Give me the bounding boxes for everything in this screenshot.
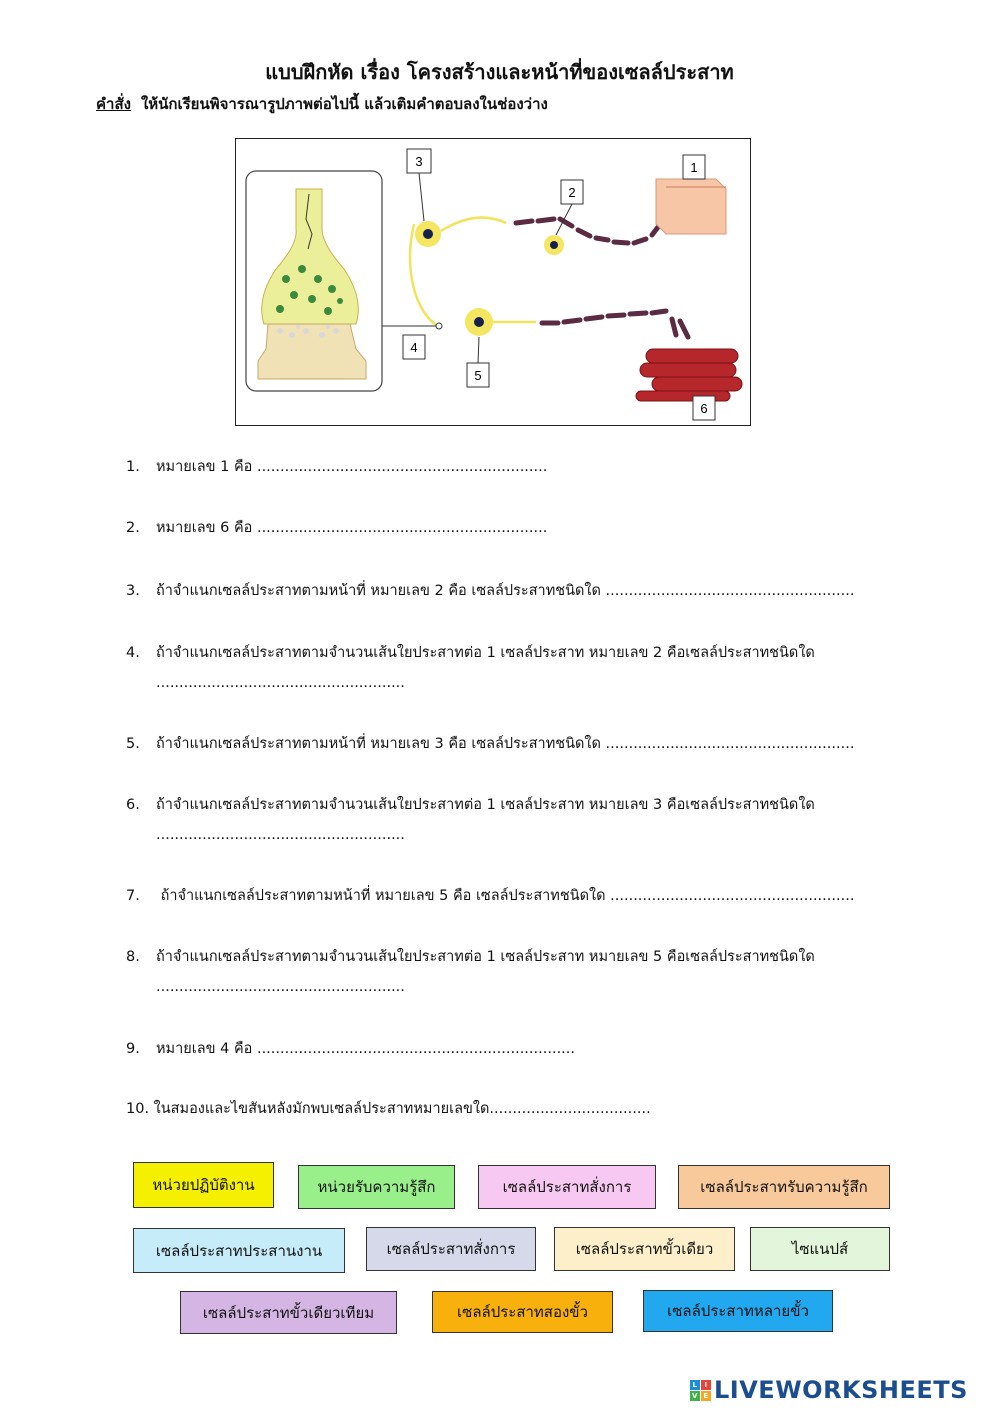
neuron-diagram xyxy=(235,138,751,426)
question-number: 8. xyxy=(126,949,140,965)
choice-chip[interactable]: ไซแนปส์ xyxy=(750,1227,890,1271)
figure-label-6: 6 xyxy=(700,401,708,416)
figure-label-4: 4 xyxy=(410,340,418,355)
question-number: 5. xyxy=(126,736,140,752)
logo-mark-letter: E xyxy=(701,1391,711,1401)
answer-blank-4[interactable]: ...................................................... xyxy=(156,675,405,691)
choice-chip[interactable]: เซลล์ประสาทรับความรู้สึก xyxy=(678,1165,890,1209)
question-text[interactable]: ถ้าจำแนกเซลล์ประสาทตามหน้าที่ หมายเลข 3 คือ เซลล์ประสาทชนิดใด ...................................................... xyxy=(156,736,855,752)
question-text: ถ้าจำแนกเซลล์ประสาทตามจำนวนเส้นใยประสาทต่อ 1 เซลล์ประสาท หมายเลข 2 คือเซลล์ประสาทชนิดใด xyxy=(156,645,815,661)
question-text[interactable]: หมายเลข 6 คือ ............................................................... xyxy=(156,520,548,536)
question-text[interactable]: หมายเลข 4 คือ ..................................................................... xyxy=(156,1041,575,1057)
question-text[interactable]: หมายเลข 1 คือ ............................................................... xyxy=(156,459,548,475)
choice-chip[interactable]: หน่วยรับความรู้สึก xyxy=(298,1165,455,1209)
choice-chip[interactable]: เซลล์ประสาทขั้วเดียวเทียม xyxy=(180,1291,397,1334)
question-8 xyxy=(126,946,815,968)
neuron-illustration xyxy=(236,139,750,425)
question-number: 7. xyxy=(126,888,140,904)
question-number: 4. xyxy=(126,645,140,661)
question-4 xyxy=(126,642,815,664)
question-text[interactable]: ในสมองและไขสันหลังมักพบเซลล์ประสาทหมายเลขใด................................... xyxy=(153,1101,651,1117)
logo-mark-letter: I xyxy=(701,1380,711,1390)
question-text: ถ้าจำแนกเซลล์ประสาทตามจำนวนเส้นใยประสาทต่อ 1 เซลล์ประสาท หมายเลข 3 คือเซลล์ประสาทชนิดใด xyxy=(156,797,815,813)
choice-chip[interactable]: เซลล์ประสาทประสานงาน xyxy=(133,1228,345,1273)
figure-label-5: 5 xyxy=(474,368,482,383)
choice-chip[interactable]: เซลล์ประสาทขั้วเดียว xyxy=(554,1227,735,1271)
question-5 xyxy=(126,733,854,755)
logo-mark-letter: V xyxy=(690,1391,700,1401)
question-number: 1. xyxy=(126,459,140,475)
logo-text: LIVEWORKSHEETS xyxy=(714,1376,968,1404)
question-2 xyxy=(126,517,547,539)
choice-chip[interactable]: เซลล์ประสาทสองขั้ว xyxy=(432,1291,613,1333)
question-3 xyxy=(126,580,854,602)
question-number: 6. xyxy=(126,797,140,813)
question-text: ถ้าจำแนกเซลล์ประสาทตามจำนวนเส้นใยประสาทต่อ 1 เซลล์ประสาท หมายเลข 5 คือเซลล์ประสาทชนิดใด xyxy=(156,949,815,965)
question-number: 3. xyxy=(126,583,140,599)
question-text[interactable]: ถ้าจำแนกเซลล์ประสาทตามหน้าที่ หมายเลข 5 คือ เซลล์ประสาทชนิดใด ..................................................... xyxy=(156,888,855,904)
question-number: 10. xyxy=(126,1101,150,1117)
instruction xyxy=(96,92,548,116)
question-1 xyxy=(126,456,547,478)
choice-chip[interactable]: เซลล์ประสาทสั่งการ xyxy=(478,1165,656,1209)
choice-chip[interactable]: เซลล์ประสาทสั่งการ xyxy=(366,1227,536,1271)
instruction-text: ให้นักเรียนพิจารณารูปภาพต่อไปนี้ แล้วเติมคำตอบลงในช่องว่าง xyxy=(140,95,548,113)
choice-chip[interactable]: หน่วยปฏิบัติงาน xyxy=(133,1162,274,1208)
logo-mark-icon xyxy=(690,1380,711,1401)
answer-blank-8[interactable]: ...................................................... xyxy=(156,979,405,995)
question-number: 2. xyxy=(126,520,140,536)
question-text[interactable]: ถ้าจำแนกเซลล์ประสาทตามหน้าที่ หมายเลข 2 คือ เซลล์ประสาทชนิดใด ...................................................... xyxy=(156,583,855,599)
answer-blank-6[interactable]: ...................................................... xyxy=(156,827,405,843)
figure-label-1: 1 xyxy=(690,160,698,175)
liveworksheets-logo[interactable] xyxy=(690,1376,968,1404)
question-number: 9. xyxy=(126,1041,140,1057)
question-9 xyxy=(126,1038,575,1060)
question-10 xyxy=(126,1098,651,1120)
question-6 xyxy=(126,794,815,816)
choice-chip[interactable]: เซลล์ประสาทหลายขั้ว xyxy=(643,1290,833,1332)
question-7 xyxy=(126,885,854,907)
logo-mark-letter: L xyxy=(690,1380,700,1390)
figure-label-2: 2 xyxy=(568,185,576,200)
page-title: แบบฝึกหัด เรื่อง โครงสร้างและหน้าที่ของเซลล์ประสาท xyxy=(265,60,734,84)
figure-label-3: 3 xyxy=(415,154,423,169)
instruction-label: คำสั่ง xyxy=(96,95,131,113)
